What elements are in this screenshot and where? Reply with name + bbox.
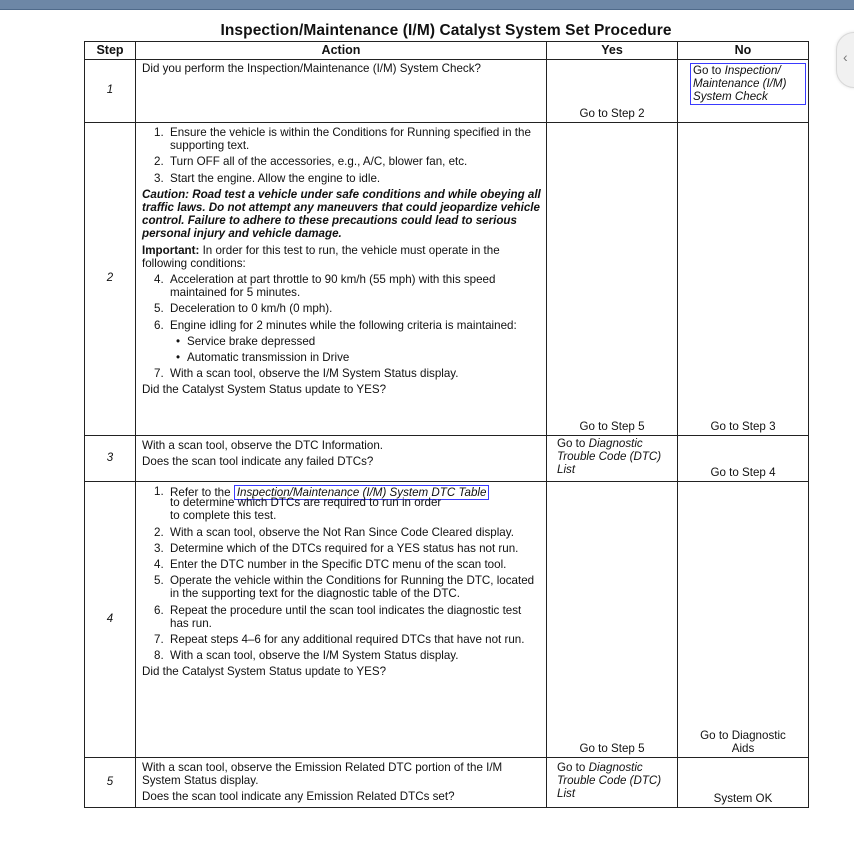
list-number: 1.: [154, 126, 164, 139]
list-text: Ensure the vehicle is within the Conditions for Running specified in the supporting text.: [170, 126, 531, 153]
no-cell: [678, 482, 809, 758]
yes-cell: [547, 758, 678, 808]
side-panel-tab[interactable]: [836, 32, 854, 88]
list-item: [142, 302, 542, 315]
step-number: 5: [85, 758, 136, 808]
list-number: 8.: [154, 649, 164, 663]
list-number: 3.: [154, 171, 164, 185]
no-prefix: Go to: [693, 64, 722, 77]
list-item: [142, 558, 542, 571]
action-cell: [136, 758, 547, 808]
window-top-bar: [0, 0, 854, 10]
caution-text: Caution: Road test a vehicle under safe conditions and while obeying all traffic laws. Do not attempt any maneuvers that could jeopardize vehicle control. Failure to adhere to these precautions could lead to serious personal injury and vehicle damage.: [142, 187, 541, 241]
no-cell: [678, 60, 809, 123]
list-item: [142, 155, 542, 168]
inspection-maintenance-system-check-link[interactable]: [690, 63, 806, 105]
table-row: [85, 436, 809, 482]
bullet-item: • Automatic transmission in Drive: [142, 351, 542, 364]
list-item: [142, 273, 542, 299]
list-text: With a scan tool, observe the Not Ran Since Code Cleared display.: [170, 525, 514, 539]
table-row: [85, 758, 809, 808]
list-number: 7.: [154, 367, 164, 381]
list-item: 1. Refer to the Inspection/Maintenance (I/M) System DTC Table to determine which DTCs are required to run in order to complete this test.: [142, 485, 542, 523]
question-text: Did the Catalyst System Status update to YES?: [142, 665, 387, 679]
list-item: [142, 633, 542, 646]
question-text: Does the scan tool indicate any Emission Related DTCs set?: [142, 790, 455, 804]
list-text: Deceleration to 0 km/h (0 mph).: [170, 302, 333, 316]
header-step: Step: [85, 42, 136, 60]
header-no: No: [678, 42, 809, 60]
list-item: [142, 172, 542, 185]
list-number: 4.: [154, 558, 164, 572]
list-text: Operate the vehicle within the Conditions for Running the DTC, located in the supporting text for the diagnostic table of the DTC.: [170, 574, 535, 601]
list-item: [142, 367, 542, 380]
list-item: [142, 574, 542, 600]
list-text: Acceleration at part throttle to 90 km/h (55 mph) with this speed maintained for 5 minutes.: [170, 273, 496, 300]
no-text: Go to Step 3: [710, 419, 776, 433]
action-cell: [136, 60, 547, 123]
table-header-row: [85, 42, 809, 60]
list-text: Repeat steps 4–6 for any additional required DTCs that have not run.: [170, 633, 525, 647]
list-text: Engine idling for 2 minutes while the following criteria is maintained:: [170, 318, 517, 332]
list-text: Turn OFF all of the accessories, e.g., A/C, blower fan, etc.: [170, 155, 468, 169]
list-number: 5.: [154, 574, 164, 588]
yes-text: Go to Step 5: [579, 741, 645, 755]
list-number: 6.: [154, 603, 164, 617]
yes-cell: [547, 436, 678, 482]
list-text: Start the engine. Allow the engine to idle.: [170, 171, 381, 185]
step-number: 3: [85, 436, 136, 482]
action-text: With a scan tool, observe the Emission Related DTC portion of the I/M System Status display.: [142, 761, 503, 788]
important-note: Important: In order for this test to run, the vehicle must operate in the following conditions:: [142, 243, 500, 270]
header-action: Action: [136, 42, 547, 60]
step-number: 1: [85, 60, 136, 123]
list-item: [142, 604, 542, 630]
yes-cell: [547, 123, 678, 436]
list-item: [142, 126, 542, 152]
no-link-text: Inspection/ Maintenance (I/M) System Check: [693, 64, 787, 104]
list-number: 4.: [154, 273, 164, 287]
no-cell: [678, 436, 809, 482]
table-row: [85, 123, 809, 436]
dtc-list-link[interactable]: Go to Diagnostic Trouble Code (DTC) List: [557, 437, 662, 476]
list-number: 2.: [154, 155, 164, 169]
procedure-table: [84, 41, 809, 808]
list-number: 1.: [154, 485, 164, 498]
list-number: 5.: [154, 302, 164, 316]
chevron-left-icon: ‹: [843, 49, 848, 65]
header-yes: Yes: [547, 42, 678, 60]
no-cell: [678, 758, 809, 808]
dtc-list-link[interactable]: Go to Diagnostic Trouble Code (DTC) List: [557, 761, 662, 800]
action-cell: [136, 482, 547, 758]
no-text: System OK: [713, 791, 773, 805]
action-cell: [136, 436, 547, 482]
no-text: Go to Diagnostic Aids: [700, 728, 786, 755]
yes-cell: [547, 60, 678, 123]
list-text: Enter the DTC number in the Specific DTC menu of the scan tool.: [170, 558, 507, 572]
step-number: 2: [85, 123, 136, 436]
table-row: [85, 482, 809, 758]
action-text: With a scan tool, observe the DTC Information.: [142, 439, 383, 452]
list-item: [142, 649, 542, 662]
no-text: Go to Step 4: [710, 465, 776, 479]
list-text: With a scan tool, observe the I/M System Status display.: [170, 649, 459, 663]
list-number: 3.: [154, 541, 164, 555]
list-item: [142, 319, 542, 332]
question-text: Did the Catalyst System Status update to YES?: [142, 383, 387, 397]
no-cell: [678, 123, 809, 436]
question-text: Does the scan tool indicate any failed DTCs?: [142, 455, 374, 469]
action-cell: [136, 123, 547, 436]
dtc-table-link[interactable]: Inspection/Maintenance (I/M) System DTC Table: [234, 485, 490, 500]
yes-cell: [547, 482, 678, 758]
list-number: 7.: [154, 633, 164, 647]
list-text: Determine which of the DTCs required for a YES status has not run.: [170, 541, 519, 555]
list-number: 2.: [154, 525, 164, 539]
page-title: Inspection/Maintenance (I/M) Catalyst System Set Procedure: [220, 22, 672, 39]
yes-text: Go to Step 5: [579, 419, 645, 433]
table-row: [85, 60, 809, 123]
list-number: 6.: [154, 318, 164, 332]
yes-text: Go to Step 2: [579, 106, 645, 120]
list-item: [142, 526, 542, 539]
list-text: Repeat the procedure until the scan tool indicates the diagnostic test has run.: [170, 603, 522, 630]
step-number: 4: [85, 482, 136, 758]
action-text: Did you perform the Inspection/Maintenance (I/M) System Check?: [142, 62, 481, 75]
bullet-item: • Service brake depressed: [142, 335, 542, 348]
list-text: With a scan tool, observe the I/M System Status display.: [170, 367, 459, 381]
list-item: [142, 542, 542, 555]
